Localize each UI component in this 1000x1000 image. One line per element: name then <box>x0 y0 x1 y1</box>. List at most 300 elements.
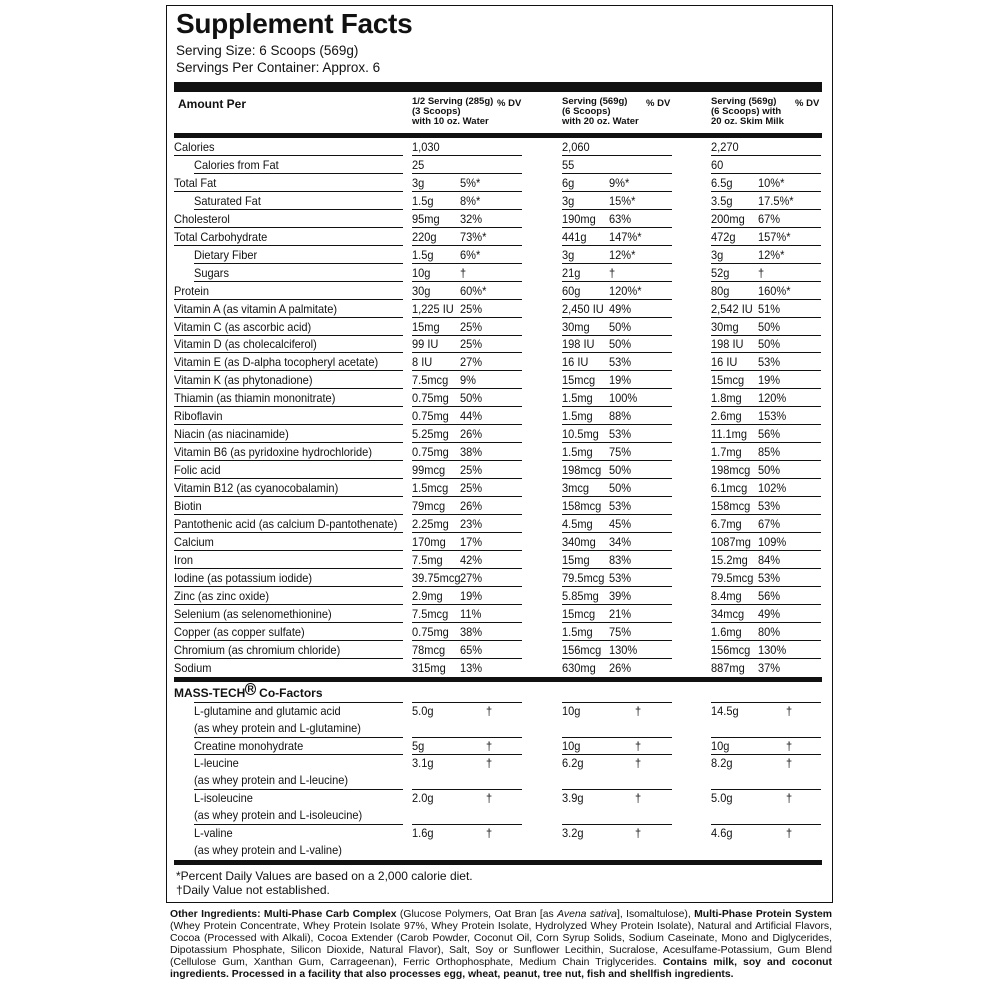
nutrient-amount: 887mg <box>711 661 745 675</box>
row-divider <box>412 604 522 605</box>
cofactor-dv: † <box>635 739 642 753</box>
nutrient-amount: 200mg <box>711 212 745 226</box>
row-divider <box>174 568 403 569</box>
nutrient-name: Copper (as copper sulfate) <box>174 625 305 639</box>
cofactor-source: (as whey protein and L-valine) <box>194 843 342 857</box>
nutrient-name: Riboflavin <box>174 409 223 423</box>
nutrient-dv: 25% <box>460 320 483 334</box>
cofactor-dv: † <box>486 704 493 718</box>
nutrient-amount: 6.5g <box>711 176 733 190</box>
row-divider <box>412 191 522 192</box>
cofactor-dv: † <box>786 756 793 770</box>
nutrient-amount: 52g <box>711 266 730 280</box>
footnote-dagger: †Daily Value not established. <box>176 883 330 897</box>
cofactor-amount: 6.2g <box>562 756 584 770</box>
ingredients-text-segment: (Glucose Polymers, Oat Bran [as <box>396 909 558 920</box>
row-divider <box>711 227 821 228</box>
row-divider <box>711 209 821 210</box>
ingredients-text-segment: Contains milk, soy and coconut ingredients. Processed in a facility that also processes egg, wheat, peanut, tree nut, fish and shellfish ingredients. <box>170 957 832 981</box>
cofactor-dv: † <box>786 791 793 805</box>
row-divider <box>562 155 672 156</box>
amount-per-header: Amount Per <box>178 97 247 111</box>
row-divider <box>562 299 672 300</box>
row-divider <box>711 424 821 425</box>
row-divider <box>562 173 672 174</box>
cofactor-source: (as whey protein and L-isoleucine) <box>194 808 363 822</box>
cofactor-amount: 8.2g <box>711 756 733 770</box>
nutrient-dv: 23% <box>460 517 483 531</box>
nutrient-amount: 170mg <box>412 535 446 549</box>
nutrient-dv: 25% <box>460 481 483 495</box>
nutrient-name: Vitamin C (as ascorbic acid) <box>174 320 312 334</box>
nutrient-dv: 26% <box>460 499 483 513</box>
nutrient-dv: 25% <box>460 337 483 351</box>
nutrient-dv: 109% <box>758 535 787 549</box>
nutrient-name: Biotin <box>174 499 202 513</box>
thick-divider-top <box>174 82 822 92</box>
row-divider <box>174 442 403 443</box>
nutrient-dv: 19% <box>609 373 632 387</box>
nutrient-amount: 1.5g <box>412 194 434 208</box>
row-divider <box>562 370 672 371</box>
row-divider <box>562 442 672 443</box>
nutrient-amount: 2.25mg <box>412 517 449 531</box>
nutrient-dv: 53% <box>758 499 781 513</box>
nutrient-dv: 13% <box>460 661 483 675</box>
nutrient-name: Vitamin B6 (as pyridoxine hydrochloride) <box>174 445 373 459</box>
row-divider <box>562 702 672 703</box>
nutrient-amount: 6.7mg <box>711 517 742 531</box>
dv-header-2: % DV <box>646 98 671 109</box>
row-divider <box>711 496 821 497</box>
nutrient-amount: 16 IU <box>562 355 589 369</box>
cofactor-dv: † <box>635 756 642 770</box>
nutrient-dv: 67% <box>758 212 781 226</box>
nutrient-dv: † <box>758 266 765 280</box>
row-divider <box>562 496 672 497</box>
nutrient-name: Folic acid <box>174 463 221 477</box>
row-divider <box>412 263 522 264</box>
row-divider <box>711 604 821 605</box>
row-divider <box>412 335 522 336</box>
row-divider <box>412 658 522 659</box>
row-divider <box>562 191 672 192</box>
nutrient-amount: 3g <box>711 248 724 262</box>
nutrient-amount: 7.5mcg <box>412 607 449 621</box>
row-divider <box>174 370 403 371</box>
row-divider <box>174 227 403 228</box>
nutrient-dv: 63% <box>609 212 632 226</box>
nutrient-dv: 25% <box>460 302 483 316</box>
nutrient-dv: 80% <box>758 625 781 639</box>
nutrient-dv: 67% <box>758 517 781 531</box>
cofactor-name: L-glutamine and glutamic acid <box>194 704 341 718</box>
row-divider <box>711 442 821 443</box>
nutrient-name: Vitamin D (as cholecalciferol) <box>174 337 317 351</box>
nutrient-amount: 1.8mg <box>711 391 742 405</box>
cofactor-name: L-valine <box>194 826 233 840</box>
ingredients-text-segment: Avena sativa <box>557 909 617 920</box>
servings-per-container: Servings Per Container: Approx. 6 <box>176 60 381 75</box>
nutrient-name: Dietary Fiber <box>194 248 258 262</box>
row-divider <box>562 789 672 790</box>
row-divider <box>174 424 403 425</box>
row-divider <box>412 424 522 425</box>
nutrient-amount: 156mcg <box>711 643 751 657</box>
nutrient-amount: 15mcg <box>562 607 596 621</box>
cofactor-dv: † <box>486 826 493 840</box>
nutrient-amount: 2,542 IU <box>711 302 753 316</box>
nutrient-amount: 2,060 <box>562 140 590 154</box>
row-divider <box>412 702 522 703</box>
nutrient-dv: 53% <box>609 571 632 585</box>
row-divider <box>562 658 672 659</box>
cofactor-source: (as whey protein and L-glutamine) <box>194 721 361 735</box>
row-divider <box>174 245 403 246</box>
nutrient-amount: 3.5g <box>711 194 733 208</box>
nutrient-dv: 53% <box>609 427 632 441</box>
row-divider <box>711 191 821 192</box>
cofactor-amount: 4.6g <box>711 826 733 840</box>
nutrient-dv: 15%* <box>609 194 636 208</box>
nutrient-amount: 2,270 <box>711 140 739 154</box>
row-divider <box>174 658 403 659</box>
nutrient-dv: † <box>609 266 616 280</box>
nutrient-dv: 160%* <box>758 284 791 298</box>
row-divider <box>711 824 821 825</box>
nutrient-dv: 60%* <box>460 284 487 298</box>
nutrient-dv: 37% <box>758 661 781 675</box>
nutrient-dv: 84% <box>758 553 781 567</box>
nutrient-dv: 25% <box>460 463 483 477</box>
nutrient-amount: 0.75mg <box>412 409 449 423</box>
row-divider <box>412 622 522 623</box>
nutrient-amount: 6g <box>562 176 575 190</box>
row-divider <box>562 824 672 825</box>
row-divider <box>562 335 672 336</box>
nutrient-amount: 2.9mg <box>412 589 443 603</box>
nutrient-dv: 9%* <box>609 176 630 190</box>
nutrient-amount: 340mg <box>562 535 596 549</box>
nutrient-dv: 9% <box>460 373 476 387</box>
row-divider <box>711 299 821 300</box>
row-divider <box>412 209 522 210</box>
cofactor-dv: † <box>786 739 793 753</box>
footnote-percent-dv: *Percent Daily Values are based on a 2,000 calorie diet. <box>176 869 473 883</box>
ingredients-text-segment: Other Ingredients: Multi-Phase Carb Complex <box>170 909 397 920</box>
row-divider <box>562 604 672 605</box>
row-divider <box>562 640 672 641</box>
ingredients-text-segment: ], Isomaltulose), <box>616 909 695 920</box>
nutrient-name: Iron <box>174 553 194 567</box>
nutrient-dv: 50% <box>460 391 483 405</box>
cofactor-amount: 10g <box>711 739 730 753</box>
nutrient-dv: 26% <box>609 661 632 675</box>
nutrient-dv: 53% <box>609 499 632 513</box>
nutrient-amount: 472g <box>711 230 736 244</box>
row-divider <box>412 352 522 353</box>
row-divider <box>711 658 821 659</box>
row-divider <box>562 388 672 389</box>
nutrient-dv: 10%* <box>758 176 785 190</box>
nutrient-name: Iodine (as potassium iodide) <box>174 571 313 585</box>
row-divider <box>174 622 403 623</box>
nutrient-amount: 15mcg <box>711 373 745 387</box>
nutrient-name: Vitamin A (as vitamin A palmitate) <box>174 302 338 316</box>
row-divider <box>174 460 403 461</box>
nutrient-amount: 30mg <box>711 320 739 334</box>
cofactor-dv: † <box>786 826 793 840</box>
serving-size: Serving Size: 6 Scoops (569g) <box>176 43 359 58</box>
row-divider <box>711 622 821 623</box>
row-divider <box>174 550 403 551</box>
cofactor-dv: † <box>486 756 493 770</box>
row-divider <box>412 460 522 461</box>
row-divider <box>412 824 522 825</box>
row-divider <box>412 514 522 515</box>
nutrient-dv: 65% <box>460 643 483 657</box>
row-divider <box>412 754 522 755</box>
nutrient-dv: 8%* <box>460 194 481 208</box>
cofactor-dv: † <box>786 704 793 718</box>
row-divider <box>562 478 672 479</box>
row-divider <box>174 155 403 156</box>
nutrient-name: Vitamin K (as phytonadione) <box>174 373 313 387</box>
dv-header-1: % DV <box>497 98 522 109</box>
nutrient-amount: 39.75mcg <box>412 571 461 585</box>
nutrient-dv: 49% <box>758 607 781 621</box>
row-divider <box>562 406 672 407</box>
other-ingredients <box>170 909 832 982</box>
nutrient-name: Calcium <box>174 535 214 549</box>
nutrient-dv: 45% <box>609 517 632 531</box>
nutrient-amount: 1.5mg <box>562 445 593 459</box>
nutrient-dv: 100% <box>609 391 638 405</box>
ingredients-text-segment: Multi-Phase Protein System <box>694 909 832 920</box>
nutrient-dv: 26% <box>460 427 483 441</box>
row-divider <box>194 737 403 738</box>
nutrient-amount: 15mcg <box>562 373 596 387</box>
row-divider <box>412 173 522 174</box>
nutrient-amount: 1,030 <box>412 140 440 154</box>
row-divider <box>174 352 403 353</box>
nutrient-name: Calories from Fat <box>194 158 279 172</box>
nutrient-dv: 50% <box>609 320 632 334</box>
nutrient-amount: 6.1mcg <box>711 481 748 495</box>
row-divider <box>711 352 821 353</box>
nutrient-amount: 11.1mg <box>711 427 748 441</box>
nutrient-amount: 30mg <box>562 320 590 334</box>
nutrient-amount: 2,450 IU <box>562 302 604 316</box>
nutrient-dv: 39% <box>609 589 632 603</box>
nutrient-name: Thiamin (as thiamin mononitrate) <box>174 391 336 405</box>
row-divider <box>412 568 522 569</box>
nutrient-amount: 78mcg <box>412 643 446 657</box>
nutrient-dv: 50% <box>609 481 632 495</box>
nutrient-name: Protein <box>174 284 209 298</box>
registered-mark: R <box>247 684 254 694</box>
row-divider <box>711 388 821 389</box>
row-divider <box>562 227 672 228</box>
row-divider <box>174 496 403 497</box>
nutrient-name: Vitamin E (as D-alpha tocopheryl acetate) <box>174 355 379 369</box>
nutrient-amount: 0.75mg <box>412 445 449 459</box>
row-divider <box>174 406 403 407</box>
nutrient-amount: 220g <box>412 230 437 244</box>
row-divider <box>194 173 403 174</box>
nutrient-amount: 2.6mg <box>711 409 742 423</box>
nutrient-amount: 0.75mg <box>412 391 449 405</box>
nutrient-dv: 157%* <box>758 230 791 244</box>
nutrient-dv: 120% <box>758 391 787 405</box>
nutrient-amount: 34mcg <box>711 607 745 621</box>
nutrient-dv: 53% <box>758 355 781 369</box>
nutrient-amount: 7.5mcg <box>412 373 449 387</box>
row-divider <box>711 568 821 569</box>
nutrient-amount: 5.25mg <box>412 427 449 441</box>
nutrient-dv: 130% <box>758 643 787 657</box>
nutrient-amount: 8 IU <box>412 355 433 369</box>
cofactor-amount: 10g <box>562 704 581 718</box>
row-divider <box>711 586 821 587</box>
nutrient-amount: 55 <box>562 158 575 172</box>
nutrient-dv: 34% <box>609 535 632 549</box>
row-divider <box>174 299 403 300</box>
nutrient-amount: 441g <box>562 230 587 244</box>
row-divider <box>711 640 821 641</box>
column-header-serving-milk: Serving (569g) (6 Scoops) with 20 oz. Skim Milk <box>711 96 784 127</box>
nutrient-amount: 1,225 IU <box>412 302 454 316</box>
nutrient-dv: 49% <box>609 302 632 316</box>
row-divider <box>412 155 522 156</box>
nutrient-amount: 158mcg <box>711 499 751 513</box>
cofactor-amount: 5.0g <box>412 704 434 718</box>
row-divider <box>711 514 821 515</box>
nutrient-dv: 50% <box>758 337 781 351</box>
nutrient-dv: 12%* <box>609 248 636 262</box>
row-divider <box>711 406 821 407</box>
nutrient-amount: 1.6mg <box>711 625 742 639</box>
nutrient-name: Selenium (as selenomethionine) <box>174 607 332 621</box>
nutrient-dv: 83% <box>609 553 632 567</box>
cofactor-amount: 1.6g <box>412 826 434 840</box>
nutrient-dv: 50% <box>609 463 632 477</box>
nutrient-amount: 1.5mg <box>562 409 593 423</box>
row-divider <box>711 754 821 755</box>
row-divider <box>562 568 672 569</box>
nutrient-amount: 190mg <box>562 212 596 226</box>
panel-title: Supplement Facts <box>176 8 413 39</box>
row-divider <box>174 640 403 641</box>
row-divider <box>562 245 672 246</box>
nutrient-amount: 30g <box>412 284 431 298</box>
nutrient-amount: 1.5mg <box>562 625 593 639</box>
nutrient-dv: 17.5%* <box>758 194 794 208</box>
row-divider <box>562 263 672 264</box>
nutrient-dv: 75% <box>609 625 632 639</box>
row-divider <box>711 245 821 246</box>
nutrient-amount: 1.7mg <box>711 445 742 459</box>
nutrient-amount: 10g <box>412 266 431 280</box>
nutrient-dv: 27% <box>460 355 483 369</box>
row-divider <box>711 478 821 479</box>
nutrient-amount: 3g <box>412 176 425 190</box>
cofactor-name: L-leucine <box>194 756 239 770</box>
row-divider <box>412 388 522 389</box>
nutrient-amount: 16 IU <box>711 355 738 369</box>
row-divider <box>174 317 403 318</box>
nutrient-dv: 21% <box>609 607 632 621</box>
column-header-serving-water: Serving (569g) (6 Scoops) with 20 oz. Water <box>562 96 639 127</box>
cofactor-amount: 5g <box>412 739 425 753</box>
nutrient-dv: 38% <box>460 445 483 459</box>
row-divider <box>194 209 403 210</box>
nutrient-dv: † <box>460 266 467 280</box>
nutrient-amount: 3mcg <box>562 481 589 495</box>
cofactor-amount: 14.5g <box>711 704 739 718</box>
nutrient-name: Cholesterol <box>174 212 230 226</box>
row-divider <box>194 702 403 703</box>
row-divider <box>562 352 672 353</box>
row-divider <box>174 388 403 389</box>
nutrient-amount: 156mcg <box>562 643 602 657</box>
row-divider <box>412 370 522 371</box>
nutrient-dv: 12%* <box>758 248 785 262</box>
row-divider <box>412 317 522 318</box>
row-divider <box>412 227 522 228</box>
nutrient-amount: 630mg <box>562 661 596 675</box>
dv-header-3: % DV <box>795 98 820 109</box>
row-divider <box>412 640 522 641</box>
nutrient-dv: 147%* <box>609 230 642 244</box>
nutrient-dv: 85% <box>758 445 781 459</box>
nutrient-dv: 19% <box>758 373 781 387</box>
nutrient-amount: 1.5mcg <box>412 481 449 495</box>
nutrient-dv: 130% <box>609 643 638 657</box>
nutrient-dv: 6%* <box>460 248 481 262</box>
nutrient-name: Sugars <box>194 266 229 280</box>
row-divider <box>412 478 522 479</box>
row-divider <box>711 281 821 282</box>
row-divider <box>562 754 672 755</box>
row-divider <box>174 532 403 533</box>
nutrient-dv: 27% <box>460 571 483 585</box>
nutrient-dv: 50% <box>758 320 781 334</box>
nutrient-name: Total Fat <box>174 176 217 190</box>
row-divider <box>711 370 821 371</box>
row-divider <box>412 406 522 407</box>
row-divider <box>412 737 522 738</box>
nutrient-amount: 1.5g <box>412 248 434 262</box>
nutrient-dv: 5%* <box>460 176 481 190</box>
cofactor-dv: † <box>486 739 493 753</box>
nutrient-amount: 198 IU <box>711 337 744 351</box>
nutrient-amount: 10.5mg <box>562 427 599 441</box>
nutrient-amount: 1.5mg <box>562 391 593 405</box>
cofactor-amount: 3.1g <box>412 756 434 770</box>
cofactor-amount: 3.9g <box>562 791 584 805</box>
row-divider <box>174 586 403 587</box>
nutrient-amount: 15.2mg <box>711 553 748 567</box>
nutrient-dv: 120%* <box>609 284 642 298</box>
nutrient-amount: 79mcg <box>412 499 446 513</box>
row-divider <box>711 173 821 174</box>
row-divider <box>711 460 821 461</box>
row-divider <box>412 532 522 533</box>
nutrient-dv: 19% <box>460 589 483 603</box>
row-divider <box>562 622 672 623</box>
nutrient-name: Vitamin B12 (as cyanocobalamin) <box>174 481 339 495</box>
